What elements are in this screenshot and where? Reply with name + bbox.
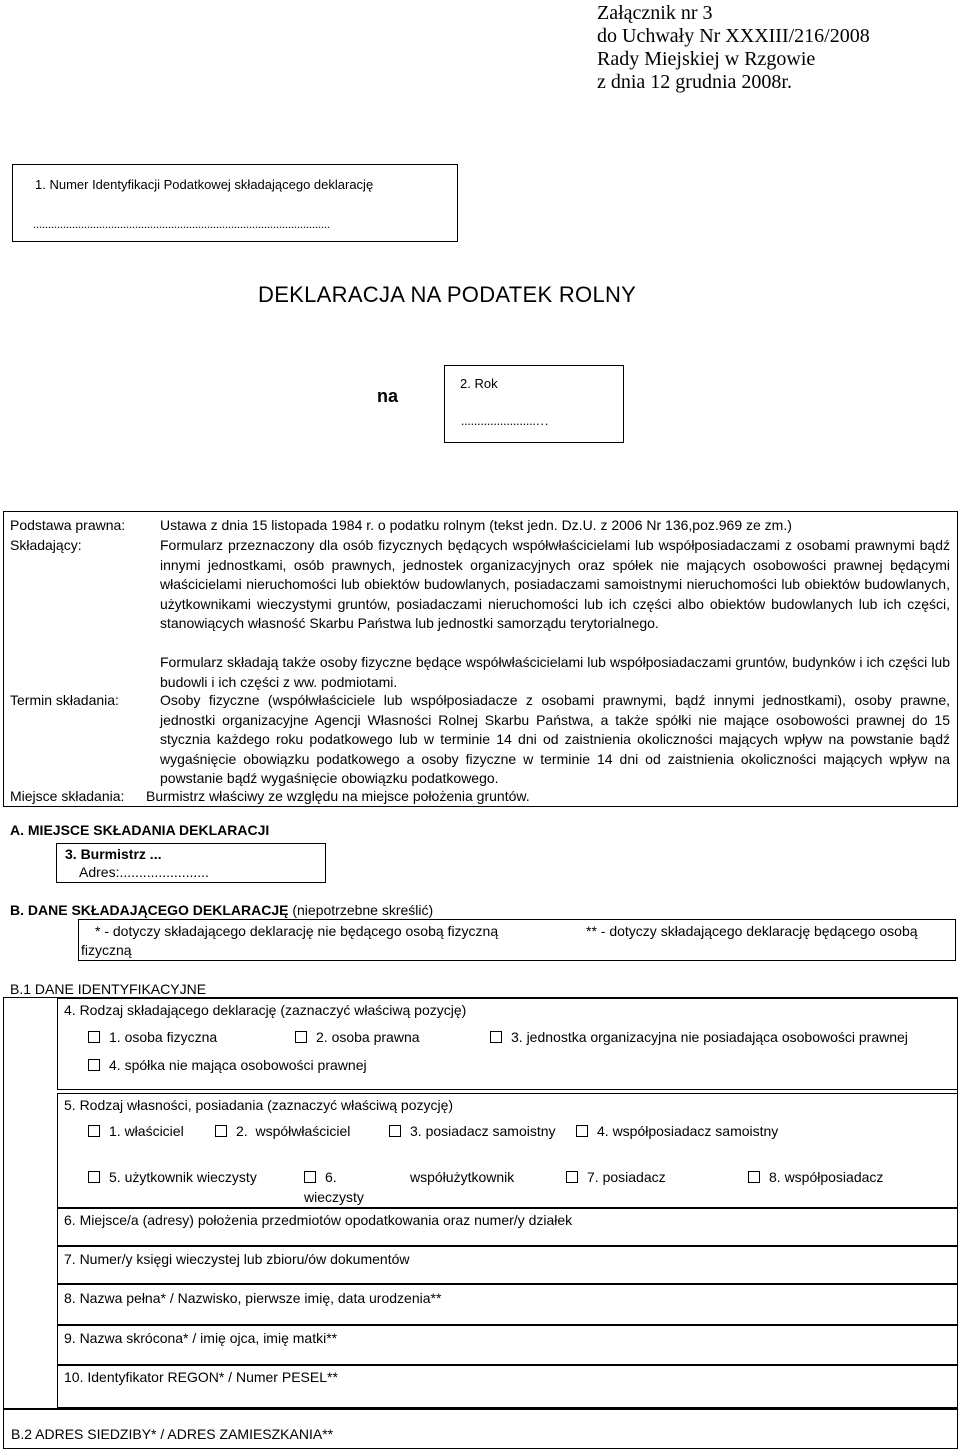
field-8-box[interactable]: [57, 1284, 958, 1325]
filer-text-1: Formularz przeznaczony dla osób fizycznych będących współwłaścicielami lub współposiadaczami z osobami prawnymi bądź innymi jednostkami, osób prawnych, jednostek organizacyjnych oraz spółek nie mających osobowości prawnej będącymi właścicielami nieruchomości lub obiektów budowlanych, posiadaczami samoistnymi nieruchomości lub obiektów budowlanych, użytkownikami wieczystymi gruntów, posiadaczami nieruchomości lub ich części albo obiektów budowlanych lub ich części, stanowiących własność Skarbu Państwa lub jednostki samorządu terytorialnego.: [160, 537, 950, 631]
legal-basis-text: Ustawa z dnia 15 listopada 1984 r. o podatku rolnym (tekst jedn. Dz.U. z 2006 Nr 136,poz.969 ze zm.): [160, 517, 792, 533]
year-box[interactable]: [444, 365, 624, 443]
year-value: .......................: [461, 413, 536, 428]
checkbox-icon[interactable]: [295, 1031, 307, 1043]
address-label: Adres:.......................: [79, 864, 209, 880]
section-b-title-line: [10, 902, 433, 918]
field-4-option-4[interactable]: 4. spółka nie mająca osobowości prawnej: [88, 1056, 367, 1076]
field-5-option-6-word: współużytkownik: [410, 1169, 515, 1185]
field-7-label: 7. Numer/y księgi wieczystej lub zbioru/ów dokumentów: [64, 1251, 410, 1267]
section-b1-title: B.1 DANE IDENTYFIKACYJNE: [10, 981, 207, 997]
section-b1-box: [3, 997, 958, 1409]
filer-label: Składający:: [10, 537, 82, 553]
deadline-label: Termin składania:: [10, 692, 119, 708]
year-value-end: …: [535, 413, 549, 428]
field-6-label: 6. Miejsce/a (adresy) położenia przedmiotów opodatkowania oraz numer/y działek: [64, 1212, 573, 1228]
field-5-option-1[interactable]: 1. właściciel: [88, 1122, 184, 1142]
page-title: DEKLARACJA NA PODATEK ROLNY: [258, 282, 637, 307]
checkbox-icon[interactable]: [215, 1125, 227, 1137]
field-4-box: [57, 998, 958, 1090]
checkbox-icon[interactable]: [748, 1171, 760, 1183]
place-text: Burmistrz właściwy ze względu na miejsce położenia gruntów.: [146, 788, 530, 804]
field-8-label: 8. Nazwa pełna* / Nazwisko, pierwsze imię, data urodzenia**: [64, 1290, 442, 1306]
field-10-box[interactable]: [57, 1365, 958, 1408]
field-7-box[interactable]: [57, 1246, 958, 1284]
field-6-box[interactable]: [57, 1208, 958, 1246]
section-b-notes-box: [78, 919, 956, 961]
note-natural: * - dotyczy składającego deklarację nie będącego osobą fizyczną: [95, 923, 499, 939]
field-5-label: 5. Rodzaj własności, posiadania (zaznaczyć właściwą pozycję): [64, 1097, 454, 1113]
annex-header: [597, 2, 870, 94]
checkbox-icon[interactable]: [88, 1125, 100, 1137]
checkbox-icon[interactable]: [576, 1125, 588, 1137]
year-value-line: [461, 413, 549, 429]
field-4-option-1[interactable]: 1. osoba fizyczna: [88, 1028, 217, 1048]
section-b2-box: [3, 1409, 958, 1449]
annex-line-3: Rady Miejskiej w Rzgowie: [597, 48, 816, 70]
annex-line-1: Załącznik nr 3: [597, 2, 713, 24]
note-natural-line2: fizyczną: [81, 942, 132, 958]
burmistrz-label: 3. Burmistrz ...: [65, 846, 162, 862]
nip-label: 1. Numer Identyfikacji Podatkowej składającego deklarację: [35, 177, 374, 192]
nip-value: ...................................................................................................: [33, 217, 330, 231]
field-5-option-4[interactable]: 4. współposiadacz samoistny: [576, 1122, 778, 1142]
field-5-option-3[interactable]: 3. posiadacz samoistny: [389, 1122, 556, 1142]
section-a-box[interactable]: [56, 843, 326, 883]
section-b2-title: B.2 ADRES SIEDZIBY* / ADRES ZAMIESZKANIA**: [11, 1426, 334, 1442]
field-10-label: 10. Identyfikator REGON* / Numer PESEL**: [64, 1369, 338, 1385]
checkbox-icon[interactable]: [304, 1171, 316, 1183]
field-5-option-6[interactable]: 6.: [304, 1168, 337, 1188]
year-label: 2. Rok: [460, 376, 498, 391]
checkbox-icon[interactable]: [490, 1031, 502, 1043]
section-a-title: A. MIEJSCE SKŁADANIA DEKLARACJI: [10, 822, 270, 838]
deadline-text: Osoby fizyczne (współwłaściciele lub współposiadacze z osobami prawnymi, bądź innymi jednostkami), osoby prawne, jednostki organizacyjne Agencji Własności Rolnej Skarbu Państwa, a także spółki nie mające osobowości prawnej do 15 stycznia każdego roku podatkowego lub w terminie 14 dni od zaistnienia okoliczności mających wpływ na powstanie bądź wygaśnięcie obowiązku podatkowego a osoby fizyczne w terminie 14 dni od zaistnienia okoliczności mających wpływ na powstanie bądź wygaśnięcie obowiązku podatkowego.: [160, 692, 950, 786]
section-b-title-note: (niepotrzebne skreślić): [288, 902, 434, 918]
annex-line-4: z dnia 12 grudnia 2008r.: [597, 71, 792, 93]
checkbox-icon[interactable]: [566, 1171, 578, 1183]
annex-line-2: do Uchwały Nr XXXIII/216/2008: [597, 25, 870, 47]
field-5-option-6-cont: wieczysty: [304, 1189, 364, 1205]
filer-text-2: Formularz składają także osoby fizyczne będące współwłaścicielami lub współposiadaczami gruntów, budynków i ich części lub budowli i ich części z ww. podmiotami.: [160, 654, 950, 690]
info-box: [3, 511, 958, 807]
field-9-box[interactable]: [57, 1325, 958, 1365]
field-5-option-2[interactable]: 2. współwłaściciel: [215, 1122, 350, 1142]
nip-box[interactable]: [12, 164, 458, 242]
field-5-option-7[interactable]: 7. posiadacz: [566, 1168, 666, 1188]
field-4-option-2[interactable]: 2. osoba prawna: [295, 1028, 420, 1048]
note-legal: ** - dotyczy składającego deklarację będącego osobą: [586, 923, 918, 939]
checkbox-icon[interactable]: [88, 1059, 100, 1071]
field-5-option-8[interactable]: 8. współposiadacz: [748, 1168, 883, 1188]
checkbox-icon[interactable]: [88, 1171, 100, 1183]
field-4-option-3[interactable]: 3. jednostka organizacyjna nie posiadająca osobowości prawnej: [490, 1028, 908, 1048]
year-prefix: na: [377, 386, 399, 406]
field-5-box: [57, 1093, 958, 1208]
legal-basis-label: Podstawa prawna:: [10, 517, 126, 533]
field-9-label: 9. Nazwa skrócona* / imię ojca, imię matki**: [64, 1330, 338, 1346]
checkbox-icon[interactable]: [389, 1125, 401, 1137]
field-4-label: 4. Rodzaj składającego deklarację (zaznaczyć właściwą pozycję): [64, 1002, 467, 1018]
place-label: Miejsce składania:: [10, 788, 125, 804]
section-b-title: B. DANE SKŁADAJĄCEGO DEKLARACJĘ: [10, 902, 289, 918]
checkbox-icon[interactable]: [88, 1031, 100, 1043]
field-5-option-5[interactable]: 5. użytkownik wieczysty: [88, 1168, 257, 1188]
